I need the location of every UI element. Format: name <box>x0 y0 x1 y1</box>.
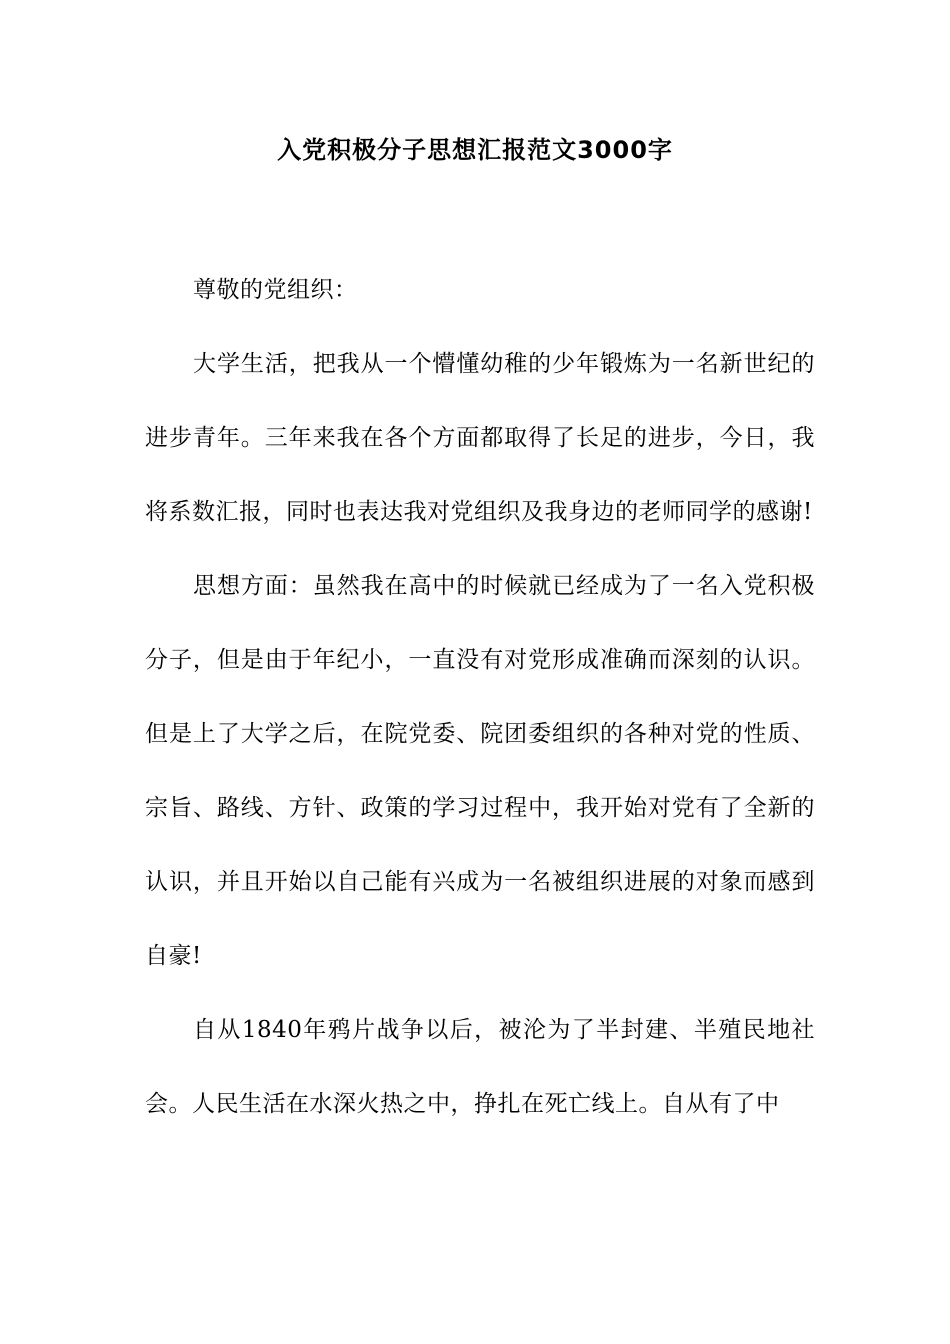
paragraph-2: 思想方面：虽然我在高中的时候就已经成为了一名入党积极分子，但是由于年纪小，一直没有对党形成准确而深刻的认识。但是上了大学之后，在院党委、院团委组织的各种对党的性质、宗旨、路线、方针、政策的学习过程中，我开始对党有了全新的认识，并且开始以自己能有兴成为一名被组织进展的对象而感到自豪! <box>145 573 815 969</box>
paragraph-1: 大学生活，把我从一个懵懂幼稚的少年锻炼为一名新世纪的进步青年。三年来我在各个方面都取得了长足的进步，今日，我将系数汇报，同时也表达我对党组织及我身边的老师同学的感谢! <box>145 351 815 525</box>
paragraph-3: 自从1840年鸦片战争以后，被沦为了半封建、半殖民地社会。人民生活在水深火热之中，挣扎在死亡线上。自从有了中 <box>145 1017 815 1117</box>
document-title: 入党积极分子思想汇报范文3000字 <box>277 136 673 164</box>
document-body <box>145 253 815 1141</box>
salutation: 尊敬的党组织： <box>193 277 358 303</box>
